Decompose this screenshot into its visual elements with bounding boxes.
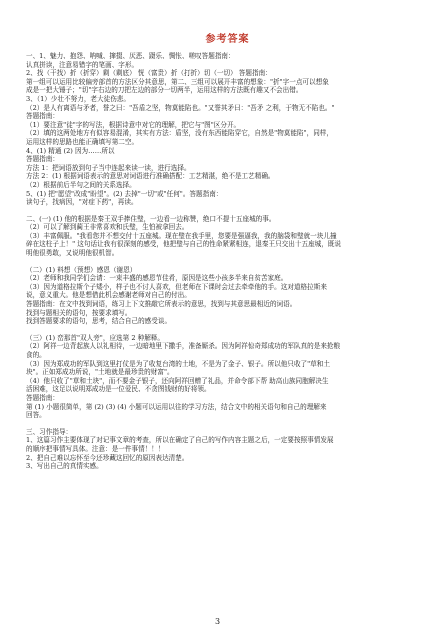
text-line: （3）因为道格拉斯个子矮小，样子也不讨人喜欢，但老师在下课时会过去牵牵他的手。这对道格拉斯来 [26, 282, 327, 291]
text-line: 明他很勇敢，又说明他很机智。 [26, 249, 119, 258]
text-line: 方法 1：把词语放到句子当中连起来读一读，进行选择。 [26, 163, 191, 172]
text-line: （二）(1) 料想（预想）感恩（谢恩） [26, 265, 137, 274]
text-line: 成是一把大锤子；"切"字右边的刀把左边的部分一切两半，运用这样的方法既有趣又不会出错。 [26, 86, 303, 95]
text-line: 块"。正如郑成功所说，"土地就是最珍贵的财富"。 [26, 368, 174, 377]
text-line: 认真拼读，注意易错字的笔画、字形。 [26, 60, 139, 69]
text-line: 2、把自己难以忘怀至今还珍藏这回忆的原因表达清楚。 [26, 453, 189, 462]
page-number: 3 [215, 617, 221, 626]
text-line: 5、(1) 把"愿望"改成"盼望"。(2) 去掉"一切"或"任何"。答题指南： [26, 189, 223, 198]
text-line: 答题指南：在文中找到词语，练习上下文推敲它所表示的意思，找到与其意思最相近的词语。 [26, 300, 297, 309]
text-line: （2）阿祥一边背起族人以礼相待，一边暗地里下撒手，准备厮杀。因为阿祥惊奇郑成功的军队真的是来抢粮 [26, 342, 341, 351]
text-line: 回答。 [26, 411, 46, 420]
text-line: 答题指南： [26, 112, 59, 121]
text-line: 答题指南： [26, 393, 59, 402]
section-gap [26, 420, 429, 428]
text-line: 运用这样的思路也能正确填写第二空。 [26, 137, 139, 146]
text-line: 碎在这柱子上！" 这句话让我有很深刻的感受，他把璧与自己的性命紧紧相连，退秦王只交出十五座城，既说 [26, 240, 342, 249]
section-gap [26, 326, 429, 334]
text-line: （2）是人有离语与矛者，誉之曰："吾盾之坚，物莫能陷也。"又誉其矛曰："吾矛 之利，于物无不陷也。" [26, 103, 335, 112]
text-line: 食的。 [26, 351, 46, 359]
text-line: （2）填的这两处地方有似容易混淆，其实有方法：盾坚，没有东西能陷穿它，自然是"物莫能陷"，同样， [26, 129, 333, 138]
answer-content [26, 52, 429, 471]
text-line: 三、习作指导： [26, 427, 73, 436]
text-line: （4）他只收了"草和土块"，而不要金子银子，还向阿祥回赠了礼品，并命令部下帮 助高山族同胞解决生 [26, 376, 329, 385]
text-line: 第一组可以运用比较偏旁部首的方法区分其意思，第二、三组可以展开丰富的想象："折"字一点可以想象 [26, 77, 329, 86]
text-line: 4、(1) 精通 (2) 因为……所以 [26, 146, 115, 155]
text-line: 活困难，这足以说明郑成功是一位爱民、不贪图钱财的好将领。 [26, 385, 211, 394]
text-line: 3、（1）少壮不努力，老大徒伤悲。 [26, 94, 130, 103]
text-line: 第 (1) 小题很简单，第 (2) (3) (4) 小题可以运用以往的学习方法，结合文中的相关语句和自己的理解来 [26, 402, 327, 411]
page-title: 参考答案 [205, 34, 250, 45]
text-line: 一、1、魅力、抱怨、呐喊、撺掇、厌恶、蹑乐、惆怅、嗟叹答题指南： [26, 52, 235, 60]
section-gap [26, 207, 429, 215]
section-gap [26, 258, 429, 266]
text-line: 的顺序把事情写具体。注意：是一件事情！！！ [26, 444, 165, 453]
text-line: 答题指南： [26, 155, 59, 164]
text-line: （2）可以了解到蔺王非常喜欢和氏璧，生怕被拿回去。 [26, 223, 189, 232]
text-line: 说，意义重大。他是想借此机会感谢老师对自己的付出。 [26, 291, 191, 300]
text-line: 找到答题要求的语句，思考，结合自己的感受谈。 [26, 317, 172, 326]
text-line: 二、(一) (1) 他的根据是秦王双手捧住璧，一边看一边称赞，绝口不提十五座城的事。 [26, 214, 276, 223]
text-line: 读句子，找病因，"对症下药"，再读。 [26, 198, 138, 207]
text-line: （三）(1) 峦那首"双人旁"，应选第 2 种解释。 [26, 333, 164, 342]
text-line: （1）要注意"徒"字的写法，根据诗意中对它的理解，把它与"图"区分开。 [26, 120, 241, 129]
text-line: （3）丰富佩服。"我看您并不想交付十五座城。现在璧在我手里，您要是强逼我，我的脑袋和璧就一块儿撞 [26, 231, 337, 240]
text-line: 2、找（干找）折（折穿）剩（剩底） 恍（富贵）折（打折）切（一切） 答题指南： [26, 69, 272, 78]
text-line: 方法 2：(1) 根据词语表示的意思对词语进行准确搭配：工艺精湛，绝不是工艺精确。 [26, 172, 275, 181]
text-line: 3、写出自己的真情实感。 [26, 462, 103, 471]
text-line: （2）老师和我同学们会请：一束丰盛的感恩节佳肴，原因是这些小孩多半来自贫苦家庭。 [26, 274, 288, 283]
text-line: （3）因为郑成功的军队到这里打仗是为了收复台湾的土地，不是为了金子、银子。所以他只收了"草和土 [26, 359, 330, 368]
text-line: 1、这篇习作主要体现了对记事文章的考查，所以在确定了自己的写作内容主题之后，一定要按照事情发展 [26, 436, 334, 445]
text-line: （2）根据前后半句之间的关系选择。 [26, 180, 136, 189]
text-line: 找到与题相关的语句，按要求填写。 [26, 308, 132, 317]
